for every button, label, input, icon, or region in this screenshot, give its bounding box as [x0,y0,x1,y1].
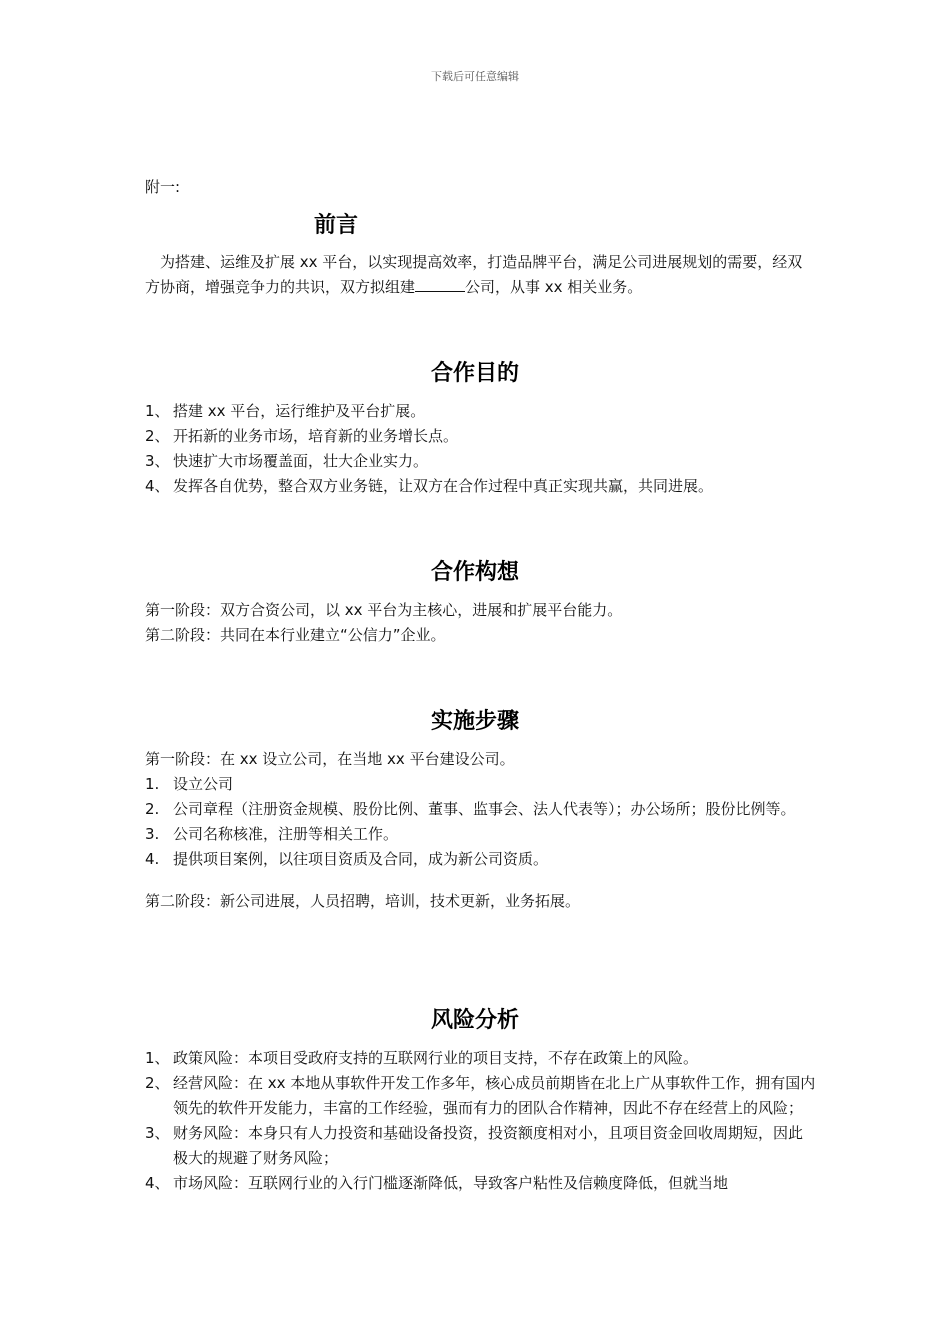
item-number: 3、 [145,1124,170,1142]
list-item [145,822,815,847]
list-item [145,424,815,449]
item-number: 2. [145,800,160,818]
list-item [145,474,815,499]
list-item [145,847,815,872]
preface-text-2: 公司，从事 xx 相关业务。 [465,278,643,296]
purpose-list [145,399,815,499]
item-text: 开拓新的业务市场，培育新的业务增长点。 [173,427,459,445]
preface-paragraph [145,250,813,300]
item-text: 搭建 xx 平台，运行维护及平台扩展。 [173,402,426,420]
item-text: 公司章程（注册资金规模、股份比例、董事、监事会、法人代表等）；办公场所；股份比例等。 [173,800,796,818]
list-item [145,1071,817,1121]
item-number: 1、 [145,1049,170,1067]
concept-lines [145,598,815,648]
list-item [145,797,815,822]
appendix-label: 附一: [145,178,181,196]
item-number: 1. [145,775,160,793]
preface-title: 前言 [314,213,359,238]
item-text: 发挥各自优势，整合双方业务链，让双方在合作过程中真正实现共赢，共同进展。 [173,477,714,495]
item-number: 3、 [145,452,170,470]
item-text: 市场风险：互联网行业的入行门槛逐渐降低，导致客户粘性及信赖度降低，但就当地 [173,1174,729,1192]
item-number: 2、 [145,427,170,445]
list-item [145,1046,817,1071]
item-number: 4. [145,850,160,868]
stage-two-line: 第二阶段：新公司进展，人员招聘，培训，技术更新，业务拓展。 [145,892,581,910]
item-number: 1、 [145,402,170,420]
item-text: 公司名称核准，注册等相关工作。 [173,825,399,843]
item-text: 设立公司 [173,775,234,793]
item-number: 4、 [145,477,170,495]
concept-title: 合作构想 [430,560,519,585]
item-text: 提供项目案例，以往项目资质及合同，成为新公司资质。 [173,850,549,868]
steps-content [145,747,815,914]
concept-line: 第二阶段：共同在本行业建立“公信力”企业。 [145,626,446,644]
item-number: 2、 [145,1074,170,1092]
purpose-title: 合作目的 [430,361,519,386]
item-text: 快速扩大市场覆盖面，壮大企业实力。 [173,452,429,470]
list-item [145,449,815,474]
item-text: 经营风险：在 xx 本地从事软件开发工作多年，核心成员前期皆在北上广从事软件工作，拥有国内领先的软件开发能力，丰富的工作经验，强而有力的团队合作精神，因此不存在经营上的风险； [173,1074,816,1117]
list-item [145,772,815,797]
risk-list [145,1046,817,1196]
concept-line: 第一阶段：双方合资公司，以 xx 平台为主核心，进展和扩展平台能力。 [145,601,623,619]
spacer [145,872,815,889]
item-text: 财务风险：本身只有人力投资和基础设备投资，投资额度相对小，且项目资金回收周期短，因此极大的规避了财务风险； [173,1124,804,1167]
item-number: 3. [145,825,160,843]
preface-text-1: 为搭建、运维及扩展 xx 平台，以实现提高效率，打造品牌平台，满足公司进展规划的需要，经双方协商，增强竞争力的共识，双方拟组建 [145,253,803,296]
item-text: 政策风险：本项目受政府支持的互联网行业的项目支持，不存在政策上的风险。 [173,1049,699,1067]
stage-one-line: 第一阶段：在 xx 设立公司，在当地 xx 平台建设公司。 [145,750,515,768]
header-note: 下载后可任意编辑 [431,70,519,83]
item-number: 4、 [145,1174,170,1192]
blank-underline [415,276,465,292]
list-item [145,399,815,424]
risk-title: 风险分析 [430,1008,519,1033]
steps-title: 实施步骤 [430,709,519,734]
list-item [145,1171,817,1196]
list-item [145,1121,817,1171]
